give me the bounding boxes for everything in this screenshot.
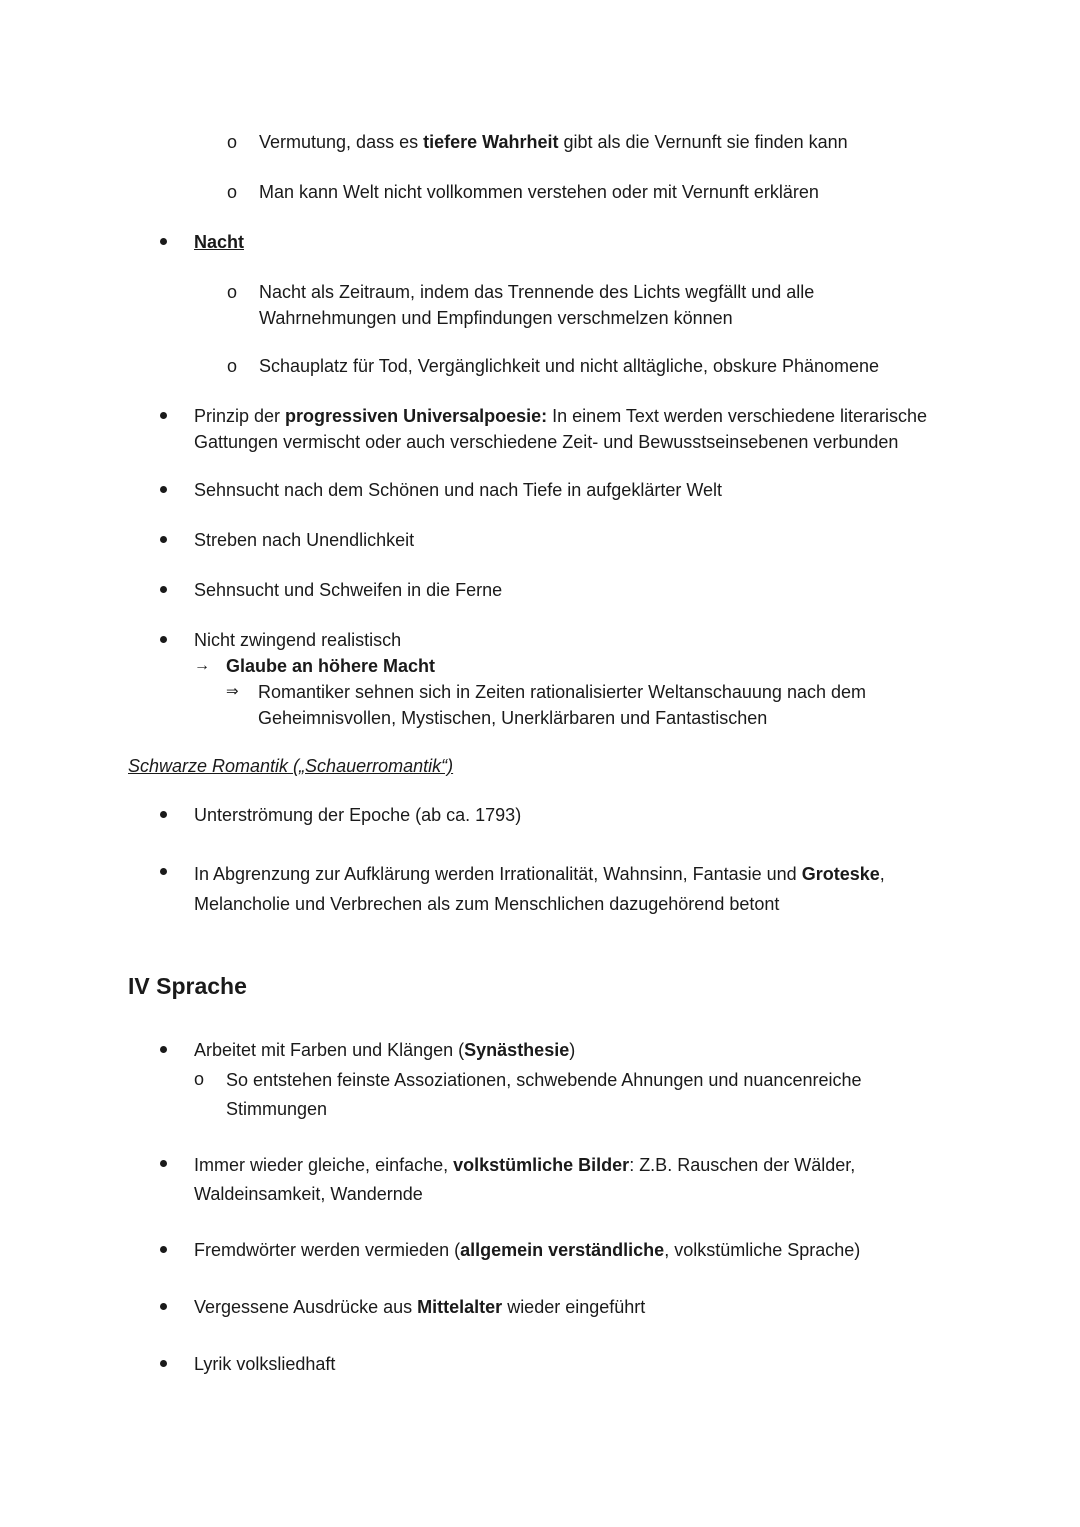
- bullet: [160, 586, 167, 593]
- sub-bullet: o: [227, 356, 238, 376]
- line: Geheimnisvollen, Mystischen, Unerklärbaren und Fantastischen: [258, 708, 768, 728]
- bold-text: Synästhesie: [464, 1040, 570, 1060]
- text: wieder eingeführt: [502, 1297, 646, 1317]
- item-streben: Streben nach Unendlichkeit: [194, 530, 415, 550]
- arrow-icon: →: [194, 657, 210, 674]
- bullet: [160, 1303, 167, 1310]
- sub-bullet: o: [227, 182, 238, 202]
- item-vermutung: [259, 129, 848, 155]
- item-vergessene: [194, 1294, 645, 1320]
- text: gibt als die Vernunft sie finden kann: [558, 132, 848, 152]
- text: ): [569, 1040, 576, 1060]
- item-fremdwoerter: [194, 1237, 860, 1263]
- line: Gattungen vermischt oder auch verschiedene Zeit- und Bewusstseinsebenen verbunden: [194, 432, 899, 452]
- bold-text: allgemein verständliche: [460, 1240, 665, 1260]
- bullet: [160, 636, 167, 643]
- bullet: [160, 1160, 167, 1167]
- bullet: [160, 1246, 167, 1253]
- line: [194, 859, 885, 889]
- sub-bullet: o: [194, 1069, 205, 1089]
- item-unterstroemung: Unterströmung der Epoche (ab ca. 1793): [194, 805, 522, 825]
- line: Waldeinsamkeit, Wandernde: [194, 1184, 423, 1204]
- bold-text: Mittelalter: [417, 1297, 503, 1317]
- sub-bullet: o: [227, 282, 238, 302]
- item-abgrenzung: [194, 859, 885, 919]
- line: Nacht als Zeitraum, indem das Trennende des Lichts wegfällt und alle: [259, 282, 815, 302]
- line: Stimmungen: [226, 1099, 328, 1119]
- bullet: [160, 536, 167, 543]
- item-lyrik: Lyrik volksliedhaft: [194, 1354, 336, 1374]
- line: [194, 403, 927, 429]
- line: Wahrnehmungen und Empfindungen verschmelzen können: [259, 308, 733, 328]
- implies-icon: ⇒: [226, 683, 239, 700]
- text: Immer wieder gleiche, einfache,: [194, 1155, 454, 1175]
- item-sehnsucht-schoenen: Sehnsucht nach dem Schönen und nach Tiefe in aufgeklärter Welt: [194, 480, 723, 500]
- text: In Abgrenzung zur Aufklärung werden Irrationalität, Wahnsinn, Fantasie und: [194, 864, 802, 884]
- item-assoziationen: [226, 1066, 861, 1124]
- text: ,: [879, 864, 885, 884]
- item-prinzip: [194, 403, 927, 455]
- item-bilder: [194, 1151, 855, 1209]
- text: Fremdwörter werden vermieden (: [194, 1240, 461, 1260]
- bold-text: tiefere Wahrheit: [423, 132, 559, 152]
- bullet: [160, 1360, 167, 1367]
- item-nicht-zwingend: Nicht zwingend realistisch: [194, 630, 402, 650]
- text: Vergessene Ausdrücke aus: [194, 1297, 418, 1317]
- item-glaube: Glaube an höhere Macht: [226, 656, 436, 676]
- section-heading-sprache: IV Sprache: [128, 973, 247, 999]
- item-schauplatz: Schauplatz für Tod, Vergänglichkeit und nicht alltägliche, obskure Phänomene: [259, 356, 880, 376]
- line: Melancholie und Verbrechen als zum Menschlichen dazugehörend betont: [194, 894, 780, 914]
- item-nacht-zeitraum: [259, 279, 814, 331]
- nacht-heading: Nacht: [194, 232, 245, 252]
- bold-text: progressiven Universalpoesie:: [285, 406, 548, 426]
- text: In einem Text werden verschiedene literarische: [547, 406, 928, 426]
- text: Arbeitet mit Farben und Klängen (: [194, 1040, 465, 1060]
- bullet: [160, 868, 167, 875]
- item-farben: [194, 1037, 575, 1063]
- bold-text: Groteske: [801, 864, 880, 884]
- item-romantiker: [258, 679, 866, 731]
- line: [194, 1151, 855, 1180]
- text: : Z.B. Rauschen der Wälder,: [629, 1155, 856, 1175]
- bullet: [160, 486, 167, 493]
- text: Prinzip der: [194, 406, 286, 426]
- sub-bullet: o: [227, 132, 238, 152]
- bold-text: volkstümliche Bilder: [453, 1155, 630, 1175]
- line: So entstehen feinste Assoziationen, schwebende Ahnungen und nuancenreiche: [226, 1070, 862, 1090]
- line: Romantiker sehnen sich in Zeiten rationalisierter Weltanschauung nach dem: [258, 682, 866, 702]
- bullet: [160, 1046, 167, 1053]
- bullet: [160, 811, 167, 818]
- section-title-schwarze-romantik: Schwarze Romantik („Schauerromantik“): [128, 756, 454, 776]
- text: , volkstümliche Sprache): [664, 1240, 861, 1260]
- item-welt: Man kann Welt nicht vollkommen verstehen oder mit Vernunft erklären: [259, 182, 819, 202]
- bullet: [160, 238, 167, 245]
- text: Vermutung, dass es: [259, 132, 424, 152]
- item-sehnsucht-ferne: Sehnsucht und Schweifen in die Ferne: [194, 580, 503, 600]
- bullet: [160, 412, 167, 419]
